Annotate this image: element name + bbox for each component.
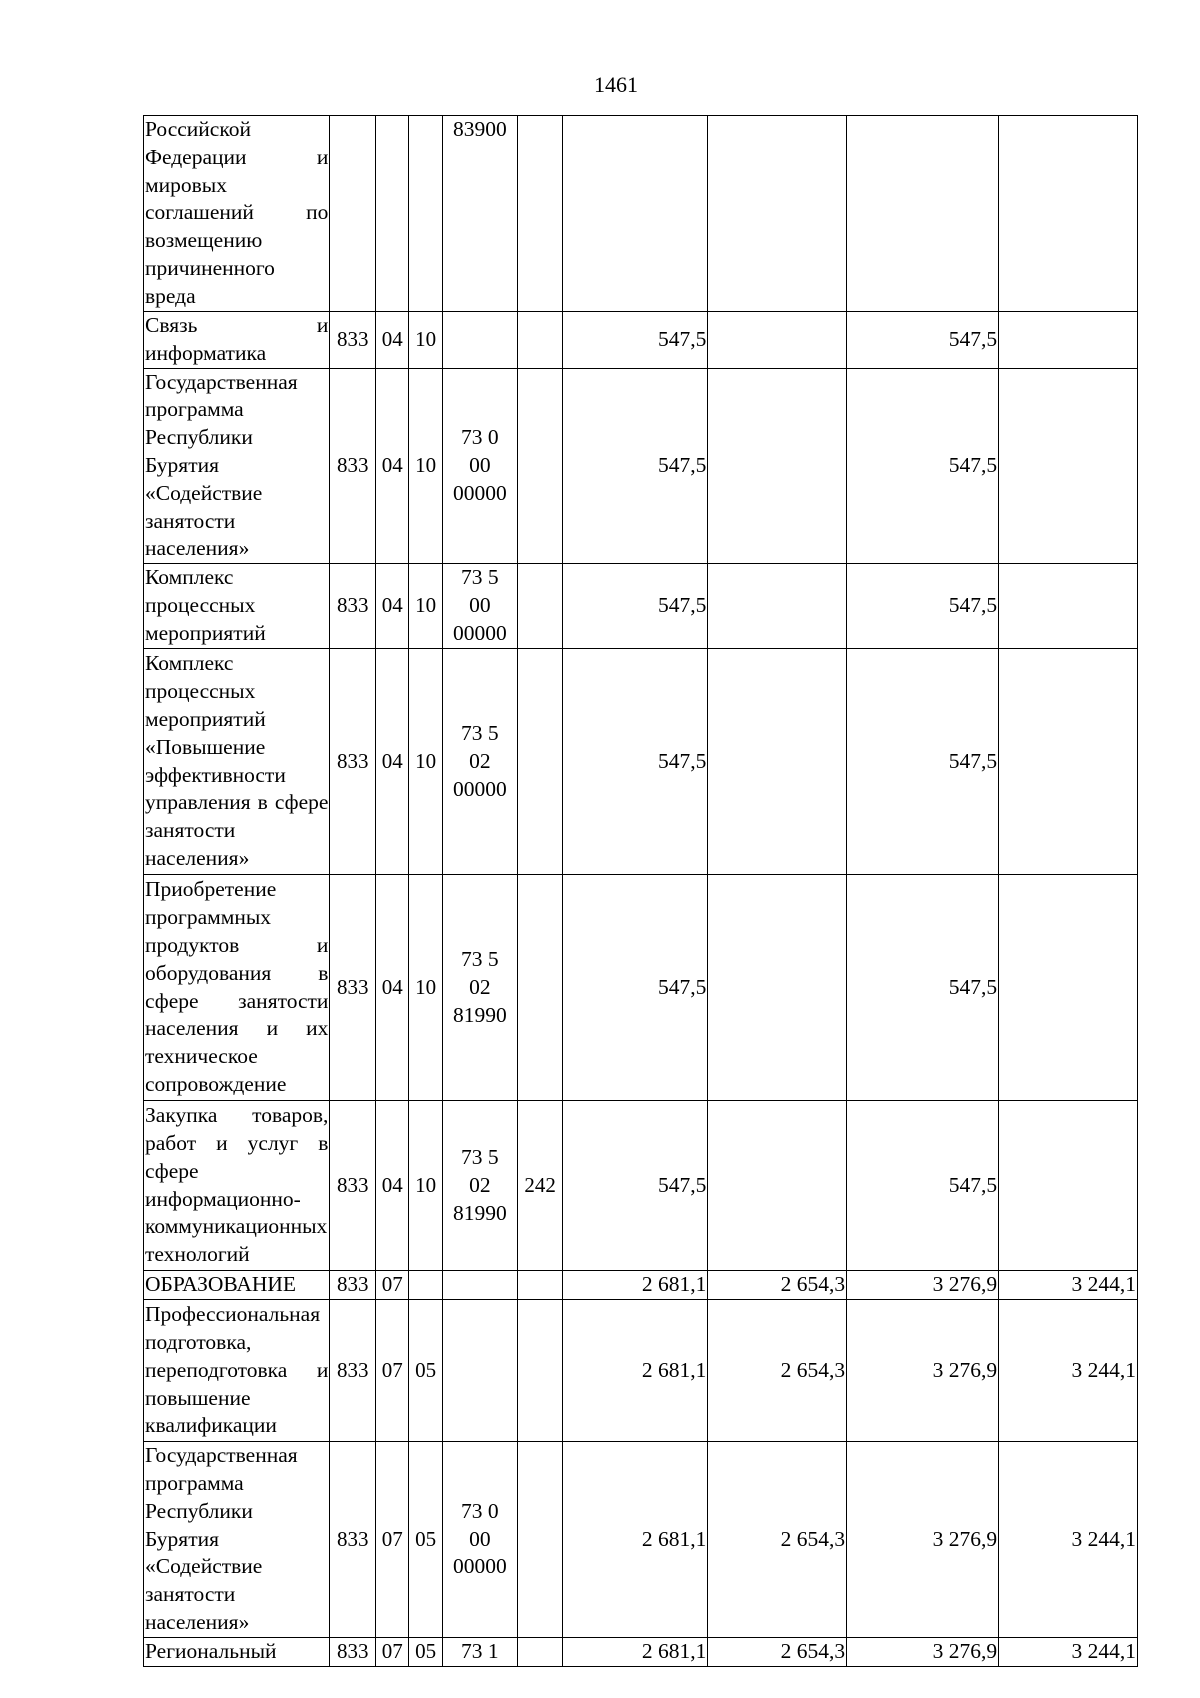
amount-2	[708, 116, 847, 312]
grbs-code	[330, 116, 376, 312]
row-name: Профессиональная подготовка, переподготовка и повышение квалификации	[144, 1300, 330, 1442]
table-row	[144, 1271, 1138, 1300]
target-article-code: 73 5 02 81990	[442, 1101, 517, 1271]
table-row	[144, 116, 1138, 312]
amount-3: 547,5	[847, 311, 999, 368]
grbs-code: 833	[330, 1442, 376, 1638]
section-code: 07	[376, 1442, 409, 1638]
amount-2: 2 654,3	[708, 1637, 847, 1666]
expense-type-code	[517, 116, 563, 312]
target-article-code: 73 5 02 00000	[442, 649, 517, 875]
table-row	[144, 1101, 1138, 1271]
subsection-code: 10	[409, 368, 442, 564]
section-code: 04	[376, 564, 409, 649]
table-row	[144, 564, 1138, 649]
amount-4	[999, 564, 1138, 649]
subsection-code: 05	[409, 1442, 442, 1638]
row-name: Российской Федерации и мировых соглашений по возмещению причиненного вреда	[144, 116, 330, 312]
expense-type-code	[517, 368, 563, 564]
section-code: 04	[376, 875, 409, 1101]
amount-1: 547,5	[563, 564, 708, 649]
target-article-code	[442, 1300, 517, 1442]
subsection-code: 10	[409, 649, 442, 875]
grbs-code: 833	[330, 875, 376, 1101]
grbs-code: 833	[330, 311, 376, 368]
subsection-code	[409, 1271, 442, 1300]
amount-4	[999, 116, 1138, 312]
amount-4	[999, 1101, 1138, 1271]
amount-1: 2 681,1	[563, 1271, 708, 1300]
target-article-code	[442, 311, 517, 368]
target-article-code: 73 0 00 00000	[442, 1442, 517, 1638]
amount-3	[847, 116, 999, 312]
amount-4: 3 244,1	[999, 1271, 1138, 1300]
page-number: 1461	[594, 72, 638, 97]
section-code: 07	[376, 1271, 409, 1300]
amount-3: 547,5	[847, 1101, 999, 1271]
expense-type-code: 242	[517, 1101, 563, 1271]
target-article-code: 73 1	[442, 1637, 517, 1666]
section-code: 07	[376, 1637, 409, 1666]
expense-type-code	[517, 875, 563, 1101]
amount-2: 2 654,3	[708, 1271, 847, 1300]
amount-2	[708, 875, 847, 1101]
amount-4: 3 244,1	[999, 1300, 1138, 1442]
amount-1: 547,5	[563, 875, 708, 1101]
table-row	[144, 1300, 1138, 1442]
section-code: 07	[376, 1300, 409, 1442]
target-article-code: 83900	[442, 116, 517, 312]
subsection-code: 10	[409, 875, 442, 1101]
target-article-code	[442, 1271, 517, 1300]
table-row	[144, 875, 1138, 1101]
section-code	[376, 116, 409, 312]
amount-3: 3 276,9	[847, 1300, 999, 1442]
grbs-code: 833	[330, 1101, 376, 1271]
row-name: Связь и информатика	[144, 311, 330, 368]
row-name: Региональный	[144, 1637, 330, 1666]
amount-2	[708, 649, 847, 875]
amount-3: 547,5	[847, 875, 999, 1101]
grbs-code: 833	[330, 368, 376, 564]
budget-table	[143, 115, 1138, 1667]
amount-3: 3 276,9	[847, 1637, 999, 1666]
amount-2	[708, 368, 847, 564]
amount-4	[999, 875, 1138, 1101]
expense-type-code	[517, 1300, 563, 1442]
subsection-code: 10	[409, 564, 442, 649]
grbs-code: 833	[330, 564, 376, 649]
amount-1: 547,5	[563, 649, 708, 875]
section-code: 04	[376, 1101, 409, 1271]
expense-type-code	[517, 649, 563, 875]
amount-1: 547,5	[563, 368, 708, 564]
row-name: ОБРАЗОВАНИЕ	[144, 1271, 330, 1300]
table-row	[144, 368, 1138, 564]
amount-1: 2 681,1	[563, 1442, 708, 1638]
amount-1: 547,5	[563, 1101, 708, 1271]
amount-2: 2 654,3	[708, 1442, 847, 1638]
subsection-code	[409, 116, 442, 312]
amount-2: 2 654,3	[708, 1300, 847, 1442]
expense-type-code	[517, 311, 563, 368]
amount-3: 547,5	[847, 368, 999, 564]
row-name: Комплекс процессных мероприятий «Повышение эффективности управления в сфере занятости населения»	[144, 649, 330, 875]
grbs-code: 833	[330, 1637, 376, 1666]
target-article-code: 73 5 02 81990	[442, 875, 517, 1101]
amount-4	[999, 311, 1138, 368]
amount-2	[708, 311, 847, 368]
amount-1	[563, 116, 708, 312]
row-name: Государственная программа Республики Бурятия «Содействие занятости населения»	[144, 1442, 330, 1638]
amount-1: 547,5	[563, 311, 708, 368]
target-article-code: 73 5 00 00000	[442, 564, 517, 649]
amount-4: 3 244,1	[999, 1442, 1138, 1638]
expense-type-code	[517, 1637, 563, 1666]
row-name: Закупка товаров, работ и услуг в сфере информационно-коммуникационных технологий	[144, 1101, 330, 1271]
amount-2	[708, 564, 847, 649]
subsection-code: 05	[409, 1300, 442, 1442]
subsection-code: 10	[409, 311, 442, 368]
amount-4	[999, 649, 1138, 875]
section-code: 04	[376, 311, 409, 368]
amount-3: 547,5	[847, 649, 999, 875]
amount-4	[999, 368, 1138, 564]
subsection-code: 10	[409, 1101, 442, 1271]
section-code: 04	[376, 368, 409, 564]
grbs-code: 833	[330, 1271, 376, 1300]
table-row	[144, 1637, 1138, 1666]
amount-3: 3 276,9	[847, 1442, 999, 1638]
amount-3: 547,5	[847, 564, 999, 649]
row-name: Государственная программа Республики Бурятия «Содействие занятости населения»	[144, 368, 330, 564]
section-code: 04	[376, 649, 409, 875]
amount-2	[708, 1101, 847, 1271]
expense-type-code	[517, 1442, 563, 1638]
table-row	[144, 1442, 1138, 1638]
expense-type-code	[517, 564, 563, 649]
amount-4: 3 244,1	[999, 1637, 1138, 1666]
amount-1: 2 681,1	[563, 1637, 708, 1666]
target-article-code: 73 0 00 00000	[442, 368, 517, 564]
row-name: Комплекс процессных мероприятий	[144, 564, 330, 649]
table-row	[144, 649, 1138, 875]
table-row	[144, 311, 1138, 368]
grbs-code: 833	[330, 649, 376, 875]
expense-type-code	[517, 1271, 563, 1300]
subsection-code: 05	[409, 1637, 442, 1666]
amount-1: 2 681,1	[563, 1300, 708, 1442]
grbs-code: 833	[330, 1300, 376, 1442]
row-name: Приобретение программных продуктов и оборудования в сфере занятости населения и их техническое сопровождение	[144, 875, 330, 1101]
amount-3: 3 276,9	[847, 1271, 999, 1300]
